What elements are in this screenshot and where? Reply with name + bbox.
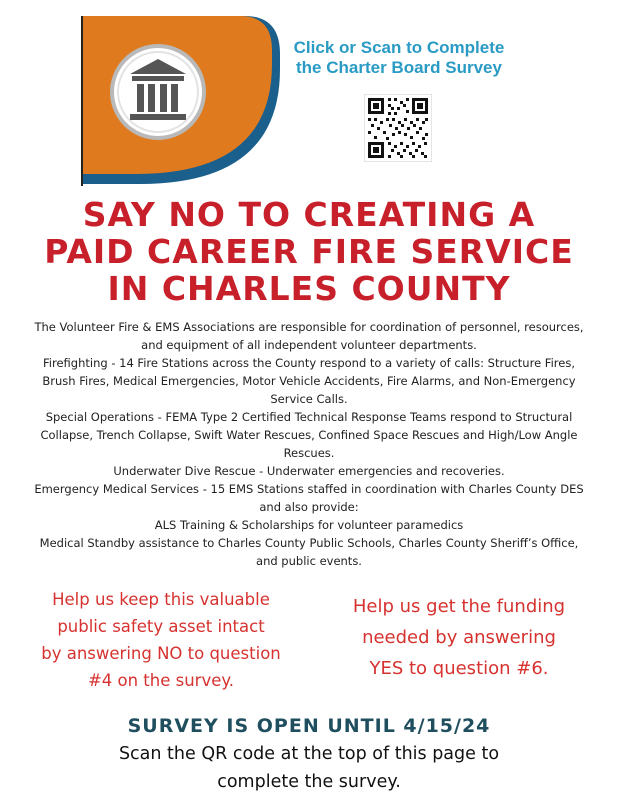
standby-paragraph: Medical Standby assistance to Charles County Public Schools, Charles County Sheriff’s Office, and public events. [39, 536, 579, 568]
firefighting-paragraph: Firefighting - 14 Fire Stations across the County respond to a variety of calls: Structure Fires, Brush Fires, Medical Emergencies, Motor Vehicle Accidents, Fire Alarms, and Non-Emergency Service Calls. [42, 356, 576, 406]
headline-line2: PAID CAREER FIRE SERVICE [44, 232, 574, 271]
courthouse-icon [80, 14, 280, 189]
survey-cta-line2[interactable]: the Charter Board Survey [296, 58, 502, 77]
intro-paragraph: The Volunteer Fire & EMS Associations are responsible for coordination of personnel, resources, and equipment of all independent volunteer departments. [34, 320, 584, 352]
callout-left-line2: public safety asset intact [57, 617, 265, 636]
callout-right-line3: YES to question #6. [369, 658, 549, 679]
headline-line3: IN CHARLES COUNTY [107, 269, 511, 308]
instructions-line2: complete the survey. [217, 772, 401, 792]
callout-question-6 [330, 591, 588, 684]
headline [0, 196, 618, 307]
special-operations-paragraph: Special Operations - FEMA Type 2 Certified Technical Response Teams respond to Structural Collapse, Trench Collapse, Swift Water Rescues, Confined Space Rescues and High/Low Angle Rescues. [40, 410, 578, 460]
dive-rescue-paragraph: Underwater Dive Rescue - Underwater emergencies and recoveries. [113, 464, 505, 478]
headline-line1: SAY NO TO CREATING A [82, 195, 536, 234]
services-description [30, 318, 588, 570]
callout-left-line3: by answering NO to question [41, 644, 281, 663]
callout-left-line1: Help us keep this valuable [52, 590, 270, 609]
survey-cta-line1[interactable]: Click or Scan to Complete [293, 38, 505, 57]
qr-code[interactable] [364, 94, 432, 162]
ems-paragraph: Emergency Medical Services - 15 EMS Stations staffed in coordination with Charles County DES and also provide: [34, 482, 584, 514]
qr-code-icon[interactable] [364, 94, 432, 162]
als-paragraph: ALS Training & Scholarships for volunteer paramedics [154, 518, 464, 532]
survey-cta[interactable] [268, 38, 530, 78]
callout-right-line2: needed by answering [362, 627, 556, 648]
logo [80, 14, 280, 189]
survey-deadline: SURVEY IS OPEN UNTIL 4/15/24 [127, 715, 491, 737]
instructions-line1: Scan the QR code at the top of this page to [118, 744, 500, 764]
callout-question-4 [30, 586, 292, 694]
callout-left-line4: #4 on the survey. [87, 671, 235, 690]
scan-instructions [90, 740, 528, 796]
callout-right-line1: Help us get the funding [352, 596, 566, 617]
